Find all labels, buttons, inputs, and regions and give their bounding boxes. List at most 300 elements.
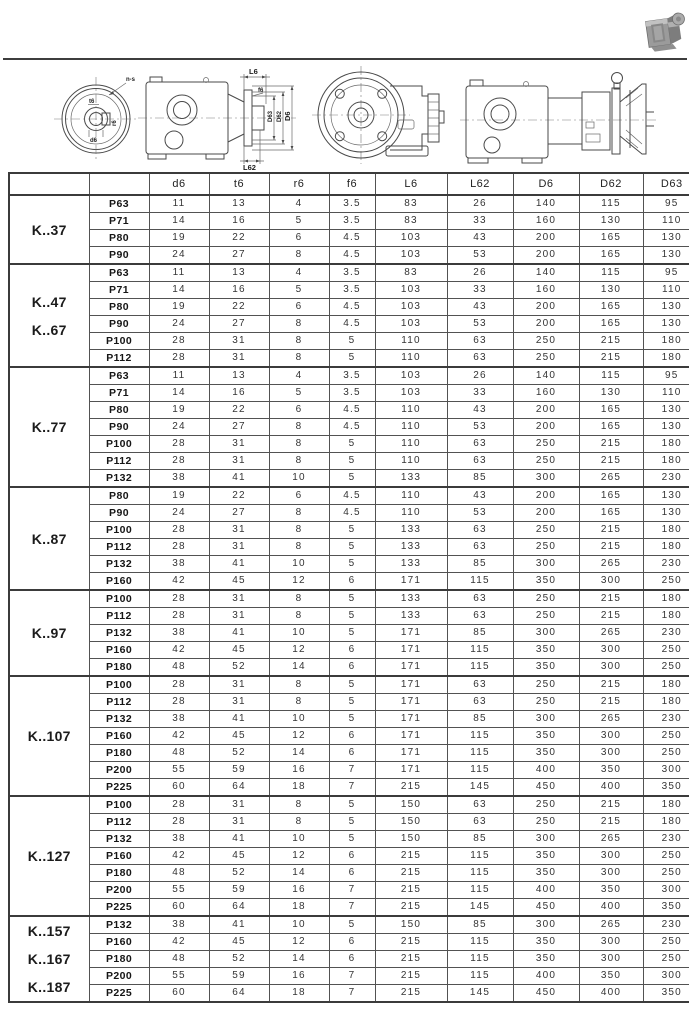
dimension-value-cell: 22 [209,299,269,316]
dimension-value-cell: 200 [513,402,579,419]
motor-size-cell: P80 [89,402,149,419]
dimension-value-cell: 38 [149,916,209,934]
dimension-value-cell: 6 [269,402,329,419]
dimension-value-cell: 265 [579,831,643,848]
table-row [9,951,689,968]
dimension-value-cell: 400 [513,968,579,985]
motor-size-cell: P100 [89,333,149,350]
dimension-value-cell: 43 [447,402,513,419]
dimension-value-cell: 300 [513,711,579,728]
adapter-view-drawing [460,60,660,170]
dimension-value-cell: 28 [149,522,209,539]
dimension-value-cell: 6 [269,230,329,247]
dimension-value-cell: 8 [269,333,329,350]
dimension-value-cell: 250 [643,659,689,677]
dimension-value-cell: 180 [643,590,689,608]
dimension-value-cell: 24 [149,247,209,265]
dimension-value-cell: 5 [329,522,375,539]
dimension-value-cell: 165 [579,316,643,333]
dimension-value-cell: 33 [447,385,513,402]
dimension-value-cell: 215 [375,985,447,1003]
dimension-value-cell: 165 [579,487,643,505]
table-row [9,402,689,419]
dimension-value-cell: 48 [149,745,209,762]
dimension-value-cell: 265 [579,556,643,573]
dimension-value-cell: 4.5 [329,247,375,265]
table-row [9,882,689,899]
dimension-value-cell: 63 [447,694,513,711]
dimension-value-cell: 7 [329,968,375,985]
motor-size-cell: P225 [89,985,149,1003]
dimension-value-cell: 115 [579,195,643,213]
dimension-value-cell: 31 [209,436,269,453]
motor-size-cell: P80 [89,230,149,247]
dimension-value-cell: 27 [209,247,269,265]
dimension-value-cell: 171 [375,762,447,779]
dimension-value-cell: 215 [579,608,643,625]
dimension-value-cell: 83 [375,195,447,213]
dimension-value-cell: 33 [447,282,513,299]
dimension-value-cell: 48 [149,951,209,968]
dimension-value-cell: 103 [375,385,447,402]
dimension-value-cell: 42 [149,573,209,591]
table-row [9,934,689,951]
table-row [9,865,689,882]
dimension-value-cell: 300 [513,625,579,642]
gearmotor-photo [644,7,687,55]
motor-size-cell: P90 [89,505,149,522]
dimension-value-cell: 63 [447,350,513,368]
dimension-value-cell: 250 [513,694,579,711]
dimension-value-cell: 300 [513,916,579,934]
dimension-value-cell: 4.5 [329,230,375,247]
dimension-value-cell: 110 [375,333,447,350]
dimension-value-cell: 265 [579,711,643,728]
dimension-value-cell: 160 [513,282,579,299]
dimension-value-cell: 115 [447,882,513,899]
dimension-value-cell: 150 [375,831,447,848]
dimension-value-cell: 31 [209,333,269,350]
table-row [9,333,689,350]
dimension-value-cell: 43 [447,230,513,247]
dimension-value-cell: 165 [579,247,643,265]
dimension-value-cell: 115 [447,762,513,779]
dimension-value-cell: 41 [209,556,269,573]
group-label: K..77 [31,419,67,435]
dimension-value-cell: 250 [513,436,579,453]
dimension-value-cell: 215 [579,814,643,831]
dimension-value-cell: 33 [447,213,513,230]
motor-size-cell: P160 [89,848,149,865]
table-row [9,728,689,745]
dimension-value-cell: 250 [513,350,579,368]
motor-size-cell: P160 [89,573,149,591]
dimension-value-cell: 171 [375,728,447,745]
dimension-value-cell: 215 [579,796,643,814]
table-row [9,505,689,522]
dimension-value-cell: 215 [375,882,447,899]
dimension-value-cell: 5 [329,831,375,848]
dimension-value-cell: 42 [149,642,209,659]
dimension-value-cell: 215 [579,333,643,350]
dimension-value-cell: 300 [643,882,689,899]
technical-drawings [8,60,684,172]
dimension-value-cell: 6 [329,642,375,659]
dimension-value-cell: 130 [643,402,689,419]
dimension-value-cell: 8 [269,505,329,522]
dimension-value-cell: 171 [375,676,447,694]
dimension-value-cell: 171 [375,573,447,591]
dimension-value-cell: 63 [447,608,513,625]
header-f6: f6 [329,173,375,195]
motor-size-cell: P132 [89,470,149,488]
dimension-value-cell: 31 [209,522,269,539]
motor-size-cell: P90 [89,419,149,436]
dimension-value-cell: 110 [375,453,447,470]
table-row [9,659,689,677]
dimension-value-cell: 215 [375,899,447,917]
dim-label-L6: L6 [249,67,258,76]
dimension-value-cell: 38 [149,556,209,573]
dimension-value-cell: 130 [643,230,689,247]
dimension-value-cell: 52 [209,951,269,968]
dim-label-t6: t6 [89,99,95,105]
dimension-value-cell: 22 [209,402,269,419]
table-row [9,299,689,316]
group-label-cell [9,796,89,916]
dimension-value-cell: 200 [513,419,579,436]
dimension-value-cell: 28 [149,590,209,608]
dimension-value-cell: 10 [269,556,329,573]
dimension-value-cell: 27 [209,316,269,333]
dimension-value-cell: 3.5 [329,213,375,230]
dimension-value-cell: 3.5 [329,385,375,402]
dimension-value-cell: 200 [513,299,579,316]
motor-size-cell: P80 [89,487,149,505]
group-label: K..107 [27,728,71,744]
dimension-value-cell: 230 [643,625,689,642]
dimension-value-cell: 115 [447,659,513,677]
dimension-value-cell: 160 [513,385,579,402]
dimension-value-cell: 5 [269,213,329,230]
dimension-value-cell: 38 [149,831,209,848]
dimension-value-cell: 28 [149,350,209,368]
dimension-value-cell: 103 [375,367,447,385]
dimension-value-cell: 8 [269,316,329,333]
dimension-value-cell: 22 [209,230,269,247]
dimension-value-cell: 14 [149,385,209,402]
dimension-value-cell: 300 [643,968,689,985]
dimension-value-cell: 400 [579,779,643,797]
dimension-value-cell: 5 [329,350,375,368]
dimension-value-cell: 115 [447,573,513,591]
header-L62: L62 [447,173,513,195]
dimension-value-cell: 85 [447,831,513,848]
header-r6: r6 [269,173,329,195]
dimension-value-cell: 10 [269,831,329,848]
dimension-value-cell: 45 [209,573,269,591]
dimension-value-cell: 215 [579,522,643,539]
dimension-value-cell: 64 [209,899,269,917]
dimension-value-cell: 7 [329,779,375,797]
front-view-drawing [310,64,455,166]
dimension-value-cell: 19 [149,402,209,419]
motor-size-cell: P180 [89,745,149,762]
dimension-value-cell: 450 [513,899,579,917]
dimension-value-cell: 3.5 [329,282,375,299]
motor-size-cell: P132 [89,916,149,934]
dimension-value-cell: 27 [209,419,269,436]
dimension-value-cell: 12 [269,642,329,659]
table-row [9,282,689,299]
table-row [9,676,689,694]
motor-size-cell: P180 [89,865,149,882]
dimension-value-cell: 300 [513,831,579,848]
dimension-value-cell: 450 [513,779,579,797]
dimension-value-cell: 55 [149,968,209,985]
motor-size-cell: P100 [89,676,149,694]
dimension-value-cell: 250 [643,951,689,968]
dimension-value-cell: 42 [149,728,209,745]
dimension-value-cell: 250 [513,522,579,539]
dimension-value-cell: 130 [643,299,689,316]
motor-size-cell: P80 [89,299,149,316]
table-row [9,539,689,556]
motor-size-cell: P200 [89,968,149,985]
dimension-value-cell: 180 [643,539,689,556]
header-group [9,173,89,195]
table-row [9,968,689,985]
dimension-value-cell: 52 [209,659,269,677]
dimension-value-cell: 180 [643,608,689,625]
group-label-cell [9,676,89,796]
table-row [9,487,689,505]
dimension-value-cell: 41 [209,625,269,642]
dimension-value-cell: 215 [375,934,447,951]
dimension-value-cell: 63 [447,539,513,556]
dimension-value-cell: 200 [513,316,579,333]
dimension-value-cell: 8 [269,419,329,436]
dimension-value-cell: 110 [643,213,689,230]
dimension-value-cell: 63 [447,796,513,814]
dimension-value-cell: 130 [643,316,689,333]
motor-size-cell: P132 [89,556,149,573]
dimension-value-cell: 27 [209,505,269,522]
dimension-value-cell: 31 [209,453,269,470]
dimension-value-cell: 19 [149,299,209,316]
motor-size-cell: P160 [89,642,149,659]
dimension-value-cell: 300 [579,865,643,882]
dimension-value-cell: 215 [579,453,643,470]
dimension-value-cell: 60 [149,899,209,917]
dimension-value-cell: 8 [269,350,329,368]
dimension-table [8,172,689,1003]
dimension-value-cell: 230 [643,556,689,573]
dimension-value-cell: 250 [513,676,579,694]
dimension-value-cell: 10 [269,711,329,728]
dimension-value-cell: 48 [149,659,209,677]
motor-size-cell: P100 [89,436,149,453]
dimension-value-cell: 16 [209,282,269,299]
dim-label-D62: D62 [277,110,283,122]
dimension-value-cell: 215 [375,968,447,985]
group-label-cell [9,195,89,264]
dimension-value-cell: 11 [149,195,209,213]
motor-size-cell: P112 [89,608,149,625]
dimension-value-cell: 19 [149,487,209,505]
dimension-value-cell: 42 [149,934,209,951]
table-row [9,385,689,402]
dimension-value-cell: 10 [269,916,329,934]
dimension-value-cell: 4.5 [329,419,375,436]
dimension-value-cell: 42 [149,848,209,865]
motor-size-cell: P90 [89,316,149,333]
dimension-value-cell: 130 [643,247,689,265]
dimension-value-cell: 130 [643,505,689,522]
dimension-value-cell: 4 [269,264,329,282]
dim-label-f6: f6 [258,88,264,94]
dimension-value-cell: 31 [209,796,269,814]
dim-label-ns: n-s [126,77,135,83]
dimension-value-cell: 3.5 [329,264,375,282]
dimension-value-cell: 265 [579,916,643,934]
dimension-value-cell: 110 [375,436,447,453]
motor-size-cell: P71 [89,385,149,402]
dimension-value-cell: 200 [513,247,579,265]
motor-size-cell: P63 [89,264,149,282]
dimension-value-cell: 12 [269,573,329,591]
group-label: K..97 [31,625,67,641]
dimension-value-cell: 350 [513,659,579,677]
motor-size-cell: P160 [89,728,149,745]
dimension-value-cell: 133 [375,590,447,608]
dimension-value-cell: 26 [447,367,513,385]
dimension-value-cell: 45 [209,934,269,951]
table-row [9,796,689,814]
dimension-value-cell: 165 [579,299,643,316]
table-row [9,694,689,711]
dimension-value-cell: 4.5 [329,505,375,522]
dimension-value-cell: 215 [375,865,447,882]
dimension-value-cell: 300 [579,848,643,865]
dimension-value-cell: 5 [329,556,375,573]
dimension-value-cell: 18 [269,899,329,917]
dimension-value-cell: 133 [375,539,447,556]
dimension-value-cell: 115 [579,367,643,385]
table-row [9,573,689,591]
dimension-value-cell: 350 [643,985,689,1003]
dimension-value-cell: 55 [149,762,209,779]
dimension-value-cell: 8 [269,539,329,556]
dimension-value-cell: 215 [579,539,643,556]
dimension-value-cell: 28 [149,676,209,694]
dimension-value-cell: 250 [513,814,579,831]
dimension-value-cell: 250 [643,745,689,762]
dimension-value-cell: 115 [579,264,643,282]
dimension-value-cell: 350 [513,934,579,951]
dimension-value-cell: 115 [447,728,513,745]
dimension-value-cell: 8 [269,676,329,694]
dimension-value-cell: 5 [269,385,329,402]
dimension-value-cell: 14 [269,659,329,677]
dimension-value-cell: 8 [269,247,329,265]
dimension-value-cell: 85 [447,916,513,934]
dimension-value-cell: 103 [375,230,447,247]
dimension-value-cell: 24 [149,419,209,436]
group-label-cell [9,264,89,367]
dimension-value-cell: 64 [209,779,269,797]
dimension-value-cell: 26 [447,264,513,282]
dimension-value-cell: 7 [329,882,375,899]
dimension-value-cell: 6 [269,299,329,316]
dimension-value-cell: 63 [447,333,513,350]
dimension-value-cell: 6 [329,745,375,762]
dimension-value-cell: 3.5 [329,195,375,213]
dimension-value-cell: 31 [209,590,269,608]
dimension-value-cell: 59 [209,968,269,985]
dimension-value-cell: 45 [209,642,269,659]
header-size [89,173,149,195]
motor-size-cell: P63 [89,367,149,385]
dimension-value-cell: 215 [375,848,447,865]
dimension-value-cell: 63 [447,590,513,608]
dimension-value-cell: 41 [209,711,269,728]
dimension-value-cell: 115 [447,745,513,762]
dimension-value-cell: 95 [643,264,689,282]
dimension-value-cell: 300 [579,573,643,591]
dimension-value-cell: 38 [149,711,209,728]
dimension-value-cell: 4.5 [329,402,375,419]
dimension-value-cell: 64 [209,985,269,1003]
dimension-value-cell: 41 [209,916,269,934]
dim-label-d6: d6 [90,138,98,144]
dimension-value-cell: 4.5 [329,487,375,505]
dimension-value-cell: 130 [579,385,643,402]
dimension-value-cell: 215 [579,350,643,368]
group-label-cell [9,487,89,590]
dimension-value-cell: 7 [329,985,375,1003]
motor-size-cell: P160 [89,934,149,951]
dimension-value-cell: 38 [149,625,209,642]
group-label: K..47 [31,293,67,310]
motor-size-cell: P112 [89,453,149,470]
dimension-value-cell: 8 [269,453,329,470]
dimension-value-cell: 250 [643,728,689,745]
dim-label-r6: r6 [112,120,118,126]
dimension-value-cell: 53 [447,247,513,265]
dimension-value-cell: 130 [643,487,689,505]
dimension-value-cell: 250 [643,934,689,951]
dimension-value-cell: 130 [579,213,643,230]
table-row [9,522,689,539]
table-row [9,264,689,282]
dimension-value-cell: 5 [329,916,375,934]
header-D62: D62 [579,173,643,195]
dimension-value-cell: 31 [209,539,269,556]
dimension-value-cell: 140 [513,264,579,282]
dimension-value-cell: 145 [447,899,513,917]
dim-label-D63: D63 [268,110,274,122]
dimension-value-cell: 350 [513,573,579,591]
dimension-value-cell: 171 [375,711,447,728]
dimension-value-cell: 115 [447,968,513,985]
dimension-value-cell: 300 [579,745,643,762]
dimension-value-cell: 6 [329,848,375,865]
table-row [9,916,689,934]
dimension-value-cell: 63 [447,522,513,539]
dimension-value-cell: 10 [269,625,329,642]
dimension-value-cell: 6 [329,951,375,968]
